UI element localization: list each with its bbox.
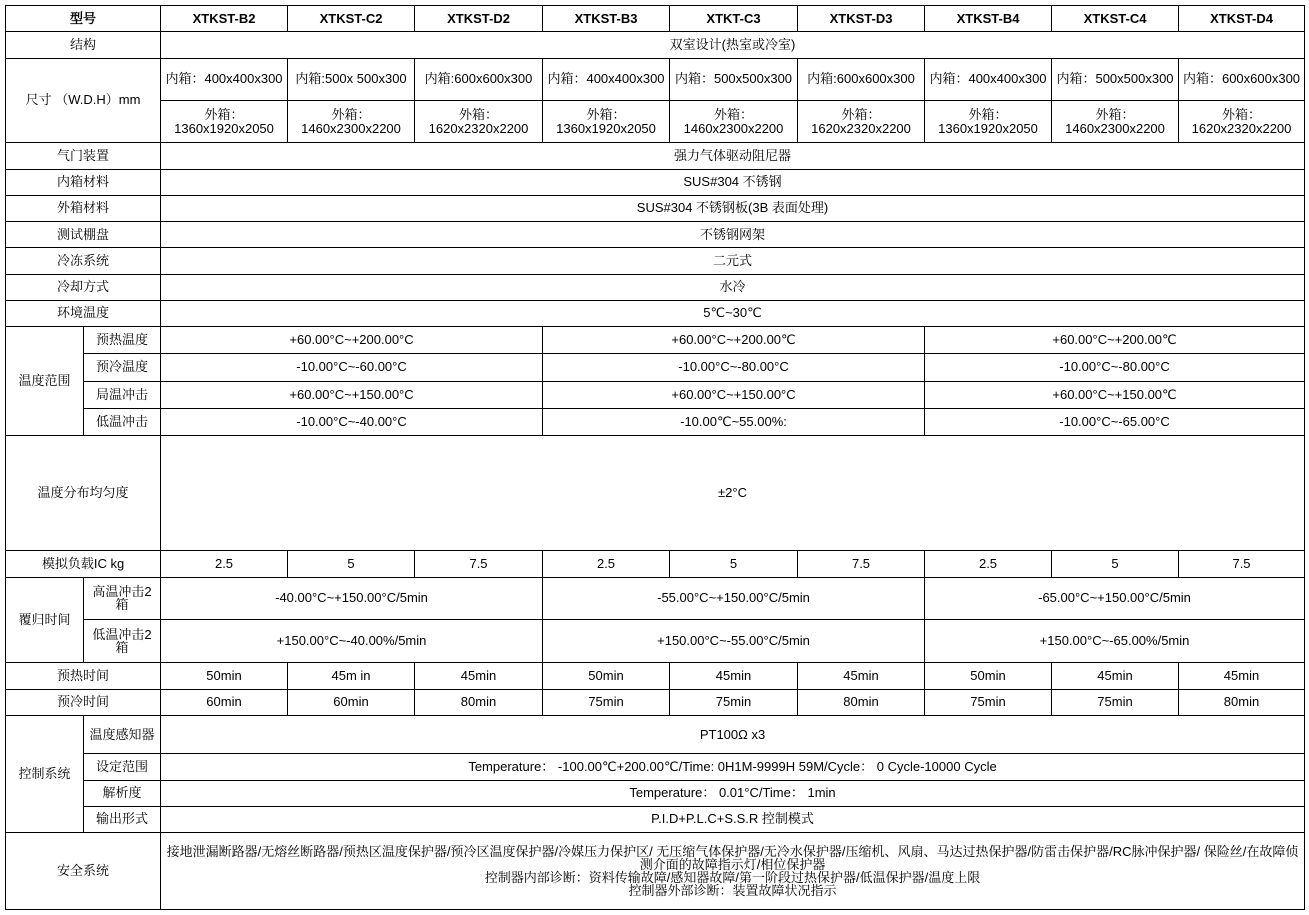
control-row <box>6 715 1305 753</box>
temp-range-row <box>6 354 1305 381</box>
load-label: 模拟负载IC kg <box>6 551 161 577</box>
damper-row <box>6 143 1305 169</box>
outer-size-value: 1620x2320x2200 <box>811 120 911 136</box>
recovery-sublabel: 低温冲击2箱 <box>84 619 161 662</box>
temp-range-row <box>6 408 1305 435</box>
preheat-time-value: 50min <box>543 663 670 689</box>
temp-range-value: -10.00°C~-65.00°C <box>925 408 1305 435</box>
ambient-label: 环境温度 <box>6 300 161 326</box>
damper-value: 强力气体驱动阻尼器 <box>161 143 1305 169</box>
control-row <box>6 806 1305 832</box>
preheat-time-value: 45min <box>798 663 925 689</box>
model-name: XTKST-D3 <box>798 6 925 32</box>
temp-range-value: -10.00℃~55.00%: <box>543 408 925 435</box>
recovery-value: +150.00°C~-55.00°C/5min <box>543 619 925 662</box>
temp-range-value: +60.00°C~+150.00°C <box>543 381 925 408</box>
recovery-value: -40.00°C~+150.00°C/5min <box>161 577 543 619</box>
refrigeration-label: 冷冻系统 <box>6 248 161 274</box>
safety-line: 控制器外部诊断：装置故障状况指示 <box>628 883 837 898</box>
precool-time-value: 60min <box>288 689 415 715</box>
control-value: Temperature： 0.01°C/Time： 1min <box>161 780 1305 806</box>
precool-time-value: 75min <box>543 689 670 715</box>
header-row <box>6 6 1305 32</box>
inner-material-row <box>6 169 1305 195</box>
precool-time-value: 80min <box>1179 689 1305 715</box>
inner-size: 内箱：500x500x300 <box>670 58 798 100</box>
model-name: XTKST-C4 <box>1052 6 1179 32</box>
uniformity-row <box>6 436 1305 551</box>
control-sublabel: 输出形式 <box>84 806 161 832</box>
safety-line: 接地泄漏断路器/无熔丝断路器/预热区温度保护器/预冷区温度保护器/冷媒压力保护区/ 无压缩气体保护器/无冷水保护器/压缩机、风扇、马达过热保护器/防雷击保护器/RC脉冲保护器/ 保险丝/在故障侦测介面的故障指示灯/相位保护器 <box>166 844 1299 872</box>
control-sublabel: 设定范围 <box>84 754 161 780</box>
inner-size: 内箱:600x600x300 <box>798 58 925 100</box>
inner-size: 内箱：400x400x300 <box>925 58 1052 100</box>
inner-material-value: SUS#304 不锈钢 <box>161 169 1305 195</box>
temp-range-value: +60.00°C~+200.00℃ <box>925 327 1305 354</box>
outer-size-value: 1360x1920x2050 <box>938 120 1038 136</box>
temp-range-value: -10.00°C~-80.00°C <box>543 354 925 381</box>
safety-row <box>6 833 1305 910</box>
structure-label: 结构 <box>6 32 161 58</box>
outer-size-label: 外箱： <box>968 106 1008 122</box>
recovery-value: -55.00°C~+150.00°C/5min <box>543 577 925 619</box>
control-sublabel: 温度感知器 <box>84 715 161 753</box>
outer-size-label: 外箱： <box>331 106 371 122</box>
cooling-value: 水冷 <box>161 274 1305 300</box>
precool-time-label: 预冷时间 <box>6 689 161 715</box>
outer-size-value: 1620x2320x2200 <box>428 120 529 136</box>
precool-time-value: 80min <box>798 689 925 715</box>
load-value: 2.5 <box>543 551 670 577</box>
control-value: PT100Ω x3 <box>161 715 1305 753</box>
outer-size-label: 外箱： <box>459 106 499 122</box>
outer-size-value: 1360x1920x2050 <box>556 120 656 136</box>
load-value: 7.5 <box>415 551 543 577</box>
size-inner-row <box>6 58 1305 100</box>
outer-size-value: 1460x2300x2200 <box>683 120 784 136</box>
safety-label: 安全系统 <box>6 833 161 910</box>
model-label: 型号 <box>6 6 161 32</box>
outer-size <box>798 100 925 142</box>
inner-size: 内箱：500x500x300 <box>1052 58 1179 100</box>
model-name: XTKST-B2 <box>161 6 288 32</box>
outer-size <box>543 100 670 142</box>
control-value: Temperature： -100.00℃+200.00℃/Time: 0H1M-9999H 59M/Cycle： 0 Cycle-10000 Cycle <box>161 754 1305 780</box>
temp-range-value: +60.00°C~+150.00°C <box>161 381 543 408</box>
outer-size-label: 外箱： <box>714 106 754 122</box>
temp-range-value: -10.00°C~-60.00°C <box>161 354 543 381</box>
preheat-time-row <box>6 663 1305 689</box>
outer-size-value: 1360x1920x2050 <box>174 120 274 136</box>
shelf-row <box>6 222 1305 248</box>
uniformity-label: 温度分布均匀度 <box>6 436 161 551</box>
preheat-time-value: 50min <box>925 663 1052 689</box>
outer-size-value: 1460x2300x2200 <box>301 120 401 136</box>
ambient-row <box>6 300 1305 326</box>
load-value: 5 <box>670 551 798 577</box>
shelf-value: 不锈钢网架 <box>161 222 1305 248</box>
temp-range-row <box>6 327 1305 354</box>
control-label: 控制系统 <box>6 715 84 832</box>
safety-value <box>161 833 1305 910</box>
recovery-value: +150.00°C~-40.00%/5min <box>161 619 543 662</box>
refrigeration-row <box>6 248 1305 274</box>
temp-range-value: -10.00°C~-80.00°C <box>925 354 1305 381</box>
temp-range-value: +60.00°C~+200.00℃ <box>543 327 925 354</box>
preheat-time-value: 50min <box>161 663 288 689</box>
outer-size <box>1052 100 1179 142</box>
outer-size-label: 外箱： <box>204 106 244 122</box>
precool-time-value: 75min <box>670 689 798 715</box>
temp-range-sublabel: 预冷温度 <box>84 354 161 381</box>
load-value: 2.5 <box>161 551 288 577</box>
precool-time-value: 75min <box>1052 689 1179 715</box>
size-outer-row <box>6 100 1305 142</box>
size-label: 尺寸 （W.D.H）mm <box>6 58 161 143</box>
temp-range-value: +60.00°C~+200.00°C <box>161 327 543 354</box>
model-name: XTKST-D4 <box>1179 6 1305 32</box>
outer-size <box>670 100 798 142</box>
inner-size: 内箱：400x400x300 <box>161 58 288 100</box>
control-row <box>6 780 1305 806</box>
outer-size <box>288 100 415 142</box>
refrigeration-value: 二元式 <box>161 248 1305 274</box>
temp-range-sublabel: 低温冲击 <box>84 408 161 435</box>
outer-material-row <box>6 195 1305 221</box>
control-sublabel: 解析度 <box>84 780 161 806</box>
outer-size <box>415 100 543 142</box>
model-name: XTKT-C3 <box>670 6 798 32</box>
precool-time-row <box>6 689 1305 715</box>
outer-size-label: 外箱： <box>1095 106 1135 122</box>
outer-size <box>161 100 288 142</box>
model-name: XTKST-B3 <box>543 6 670 32</box>
load-value: 5 <box>288 551 415 577</box>
load-value: 2.5 <box>925 551 1052 577</box>
preheat-time-value: 45min <box>670 663 798 689</box>
preheat-time-value: 45min <box>1179 663 1305 689</box>
recovery-row <box>6 619 1305 662</box>
damper-label: 气门装置 <box>6 143 161 169</box>
outer-size-label: 外箱： <box>586 106 626 122</box>
outer-size <box>925 100 1052 142</box>
shelf-label: 测试棚盘 <box>6 222 161 248</box>
outer-size-label: 外箱： <box>1222 106 1262 122</box>
temp-range-value: +60.00°C~+150.00℃ <box>925 381 1305 408</box>
preheat-time-value: 45min <box>415 663 543 689</box>
recovery-value: -65.00°C~+150.00°C/5min <box>925 577 1305 619</box>
uniformity-value: ±2°C <box>161 436 1305 551</box>
outer-size <box>1179 100 1305 142</box>
load-value: 7.5 <box>798 551 925 577</box>
preheat-time-label: 预热时间 <box>6 663 161 689</box>
outer-material-value: SUS#304 不锈钢板(3B 表面处理) <box>161 195 1305 221</box>
model-name: XTKST-D2 <box>415 6 543 32</box>
control-row <box>6 754 1305 780</box>
temp-range-row <box>6 381 1305 408</box>
safety-line: 控制器内部诊断：资料传输故障/感知器故障/第一阶段过热保护器/低温保护器/温度上限 <box>484 870 981 885</box>
inner-material-label: 内箱材料 <box>6 169 161 195</box>
ambient-value: 5℃~30℃ <box>161 300 1305 326</box>
outer-size-value: 1460x2300x2200 <box>1065 120 1165 136</box>
preheat-time-value: 45min <box>1052 663 1179 689</box>
load-value: 7.5 <box>1179 551 1305 577</box>
recovery-row <box>6 577 1305 619</box>
temp-range-sublabel: 局温冲击 <box>84 381 161 408</box>
model-name: XTKST-B4 <box>925 6 1052 32</box>
control-value: P.I.D+P.L.C+S.S.R 控制模式 <box>161 806 1305 832</box>
inner-size: 内箱:500x 500x300 <box>288 58 415 100</box>
temp-range-sublabel: 预热温度 <box>84 327 161 354</box>
precool-time-value: 80min <box>415 689 543 715</box>
temp-range-value: -10.00°C~-40.00°C <box>161 408 543 435</box>
outer-size-label: 外箱： <box>841 106 881 122</box>
cooling-row <box>6 274 1305 300</box>
inner-size: 内箱：400x400x300 <box>543 58 670 100</box>
recovery-value: +150.00°C~-65.00%/5min <box>925 619 1305 662</box>
preheat-time-value: 45m in <box>288 663 415 689</box>
inner-size: 内箱:600x600x300 <box>415 58 543 100</box>
structure-row <box>6 32 1305 58</box>
temp-range-label: 温度范围 <box>6 327 84 436</box>
structure-value: 双室设计(热室或冷室) <box>161 32 1305 58</box>
recovery-label: 覆归时间 <box>6 577 84 663</box>
cooling-label: 冷却方式 <box>6 274 161 300</box>
spec-table <box>5 5 1305 910</box>
outer-material-label: 外箱材料 <box>6 195 161 221</box>
precool-time-value: 75min <box>925 689 1052 715</box>
inner-size: 内箱：600x600x300 <box>1179 58 1305 100</box>
outer-size-value: 1620x2320x2200 <box>1191 120 1292 136</box>
load-row <box>6 551 1305 577</box>
precool-time-value: 60min <box>161 689 288 715</box>
recovery-sublabel: 高温冲击2箱 <box>84 577 161 619</box>
model-name: XTKST-C2 <box>288 6 415 32</box>
load-value: 5 <box>1052 551 1179 577</box>
